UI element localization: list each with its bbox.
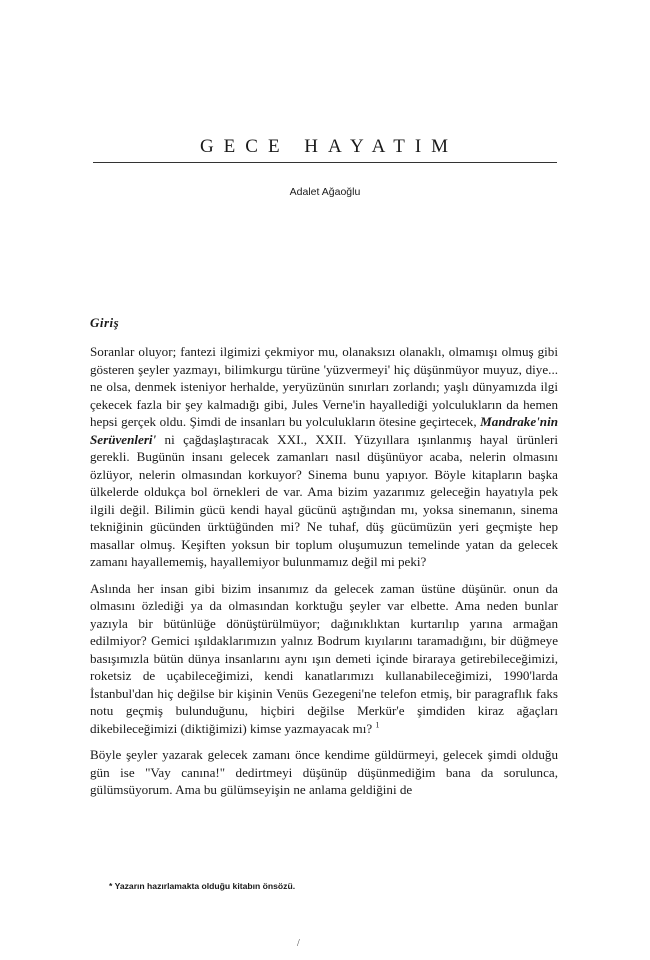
paragraph-3 [90, 746, 558, 799]
paragraph-2 [90, 580, 558, 738]
body-text [90, 343, 558, 799]
paragraph-3-text: Böyle şeyler yazarak gelecek zamanı önce kendime güldürmeyi, gelecek şimdi olduğu gün ise "Vay canına!" dedirtmeyi düşünüp düşünmediğim bana da sorulunca, gülümsüyorum. Ama bu gülümseyişin ne anlama geldiğini de [90, 747, 558, 797]
paragraph-1-part-a: Soranlar oluyor; fantezi ilgimizi çekmiyor mu, olanaksızı olanaklı, olmamışı olmuş gibi gösteren şeyler yazmayı, bilimkurgu türüne 'yüzvermeyi' hiç düşünmüyor muyuz, diye... ne olsa, denmek isteniyor herhalde, yeryüzünün sınırları zorlandı; yaşlı dünyamızda ilgi çekecek fazla bir şey kalmadığı gibi, Jules Verne'in hayallediği yolculukların da hemen hepsi gerçek oldu. Şimdi de insanları bu yolculukların ötesine geçirtecek, [90, 344, 558, 429]
paragraph-1 [90, 343, 558, 571]
page-title: GECE HAYATIM [199, 136, 459, 157]
section-heading: Giriş [90, 315, 120, 330]
author-name: Adalet Ağaoğlu [289, 186, 361, 198]
title-rule [93, 162, 557, 163]
paragraph-2-text: Aslında her insan gibi bizim insanımız da gelecek zaman üstüne düşünür. onun da olmasını özlediği ya da olmasından korktuğu şeyler var elbette. Ama neden bunlar yazıyla bir bütünlüğe dönüştürülmüyor; dağınıklıktan kurtarılıp yarına armağan edilmiyor? Gemici ışıldaklarımızın yalnız Bodrum kıyılarını taramadığını, bir düğmeye basışımızla bütün dünya insanlarını aynı ışın demeti içinde biraraya getirebileceğimizi, roketsiz de uçabileceğimizi, kendi kanatlarımızı kullanabileceğimizi, 1990'larda İstanbul'dan hiç değilse bir kişinin Venüs Gezegeni'ne telefon etmiş, bir paragraflık faks notu geçmiş bulunduğunu, hiçbiri değilse Merkür'e şimdiden kiraz ağaçları dikebileceğimizi (diktiğimizi) kimse yazmayacak mı? [90, 580, 558, 736]
paragraph-1-emphasis: Mandrake'nin Serüvenleri' [90, 414, 558, 447]
page-mark: / [297, 938, 300, 949]
footnote: * Yazarın hazırlamakta olduğu kitabın önsözü. [109, 881, 296, 891]
footnote-reference: 1 [375, 720, 380, 730]
paragraph-1-part-b: ni çağdaşlaştıracak XXI., XXII. Yüzyıllara ışınlanmış hayal ürünleri gerekli. Bugünün insanı gelecek zamanları nasıl düşünüyor acaba, nelerin olmasını özlüyor, nelerin olmasından korkuyor? Sinema bunu yapıyor. Böyle kitapların başka ülkelerde oldukça bol örnekleri de var. Ama bizim yazarımız geleceğin hayatıyla pek ilgili değil. Bilimin gücü kendi hayal gücünü aştığından mı, yoksa sinemanın, sinema tekniğinin gücünden ürktüğünden mi? Ne tuhaf, düş gücümüzün yeri geçmişte hep masallar olmuş. Keşiften yoksun bir toplum oluşumuzun temelinde yatan da gelecek zamanı hayallememiş, hayallemiyor bulunmamız değil mi peki? [90, 431, 558, 569]
